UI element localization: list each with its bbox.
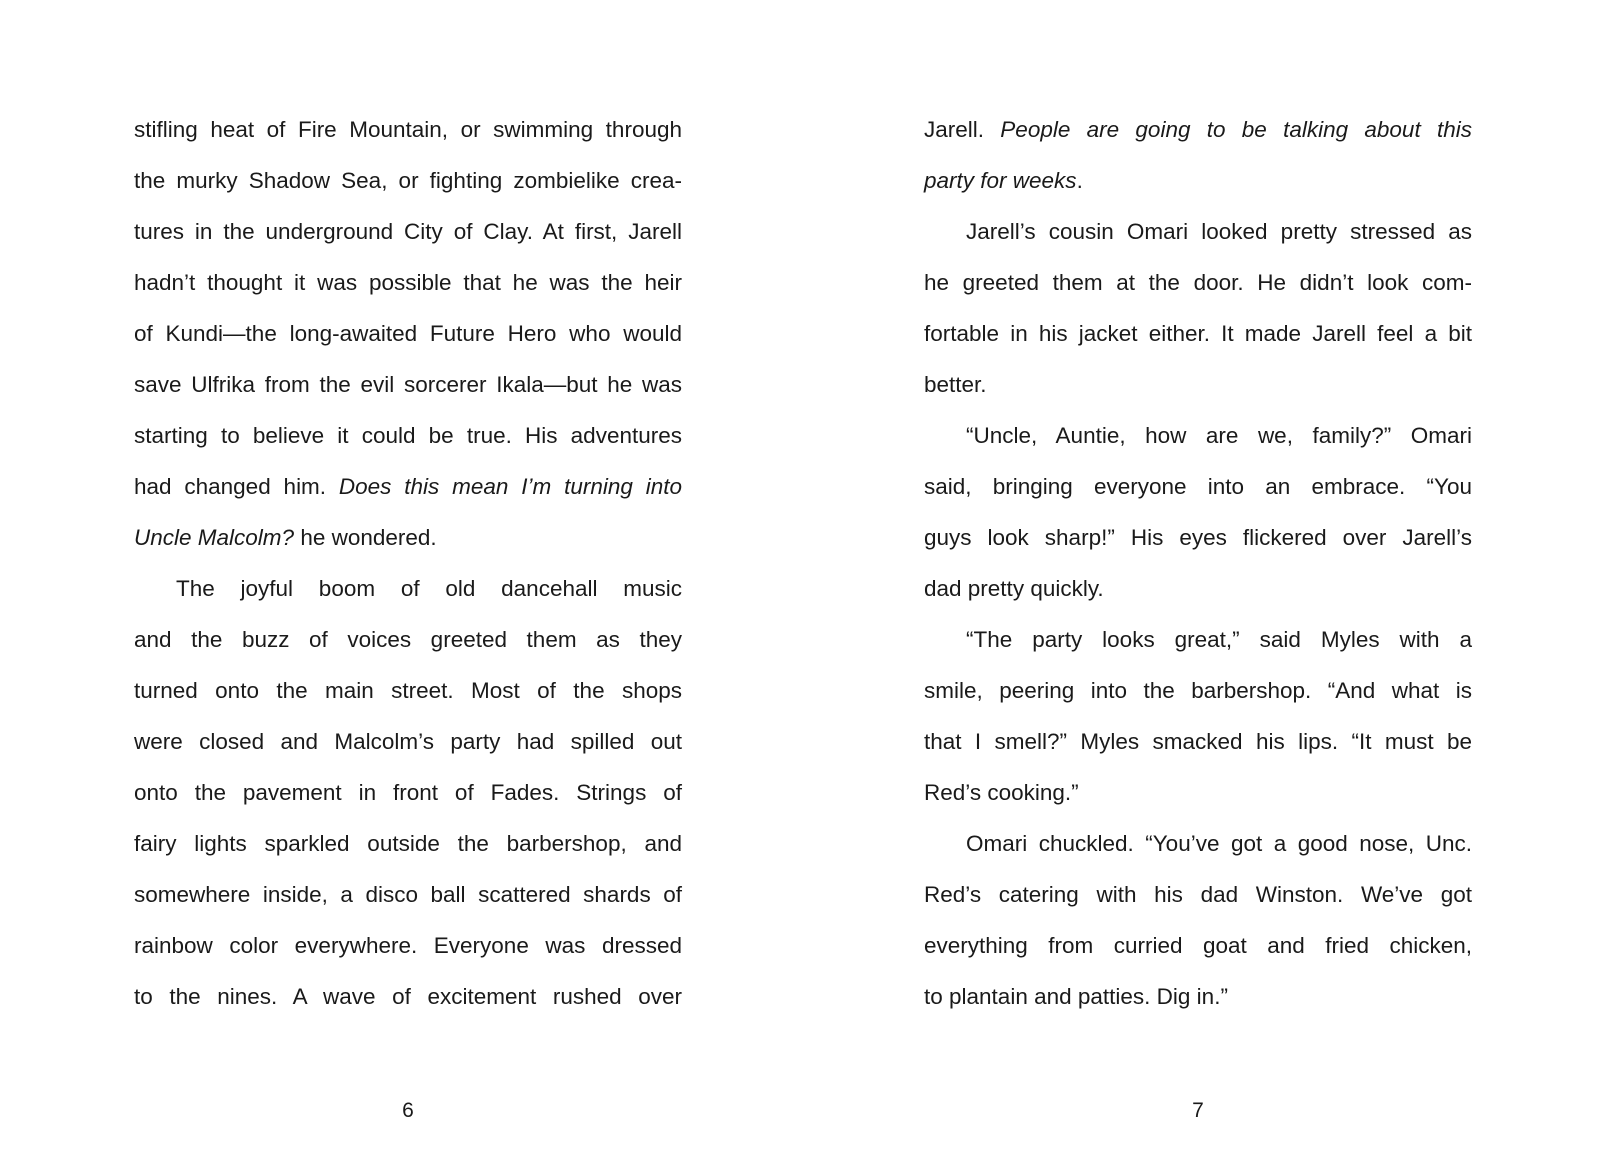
right-line-18: to plantain and patties. Dig in.” (924, 984, 1228, 1009)
right-line-9: guys look sharp!” His eyes flickered over Jarell’s (924, 525, 1472, 550)
left-line-1: stifling heat of Fire Mountain, or swimming through (134, 117, 682, 142)
right-line-14: Red’s cooking.” (924, 780, 1079, 805)
left-line-18: to the nines. A wave of excitement rushed over (134, 984, 682, 1009)
right-line-3: Jarell’s cousin Omari looked pretty stressed as (966, 219, 1472, 244)
left-line-6: save Ulfrika from the evil sorcerer Ikala—but he was (134, 372, 682, 397)
right-line-17: everything from curried goat and fried chicken, (924, 933, 1472, 958)
right-line-2: party for weeks. (924, 168, 1083, 193)
left-line-17: rainbow color everywhere. Everyone was dressed (134, 933, 682, 958)
right-line-5: fortable in his jacket either. It made Jarell feel a bit (924, 321, 1472, 346)
right-line-4: he greeted them at the door. He didn’t look com- (924, 270, 1472, 295)
left-line-8: had changed him. Does this mean I’m turning into (134, 474, 682, 499)
right-line-15: Omari chuckled. “You’ve got a good nose, Unc. (966, 831, 1472, 856)
right-line-10: dad pretty quickly. (924, 576, 1104, 601)
left-line-4: hadn’t thought it was possible that he was the heir (134, 270, 682, 295)
right-line-8: said, bringing everyone into an embrace. “You (924, 474, 1472, 499)
left-line-3: tures in the underground City of Clay. At first, Jarell (134, 219, 682, 244)
left-line-9: Uncle Malcolm? he wondered. (134, 525, 437, 550)
left-line-10: The joyful boom of old dancehall music (176, 576, 682, 601)
left-page-number: 6 (402, 1099, 414, 1122)
left-page-text (134, 104, 682, 1022)
left-line-13: were closed and Malcolm’s party had spilled out (134, 729, 682, 754)
left-line-15: fairy lights sparkled outside the barbershop, and (134, 831, 682, 856)
left-line-11: and the buzz of voices greeted them as they (134, 627, 682, 652)
right-page-text (924, 104, 1472, 1022)
right-line-1: Jarell. People are going to be talking about this (924, 117, 1472, 142)
left-line-14: onto the pavement in front of Fades. Strings of (134, 780, 682, 805)
left-line-2: the murky Shadow Sea, or fighting zombielike crea- (134, 168, 682, 193)
left-line-16: somewhere inside, a disco ball scattered shards of (134, 882, 682, 907)
right-line-13: that I smell?” Myles smacked his lips. “It must be (924, 729, 1472, 754)
right-line-16: Red’s catering with his dad Winston. We’ve got (924, 882, 1472, 907)
right-line-12: smile, peering into the barbershop. “And what is (924, 678, 1472, 703)
right-line-6: better. (924, 372, 987, 397)
left-line-5: of Kundi—the long-awaited Future Hero who would (134, 321, 682, 346)
right-line-11: “The party looks great,” said Myles with a (966, 627, 1472, 652)
left-line-12: turned onto the main street. Most of the shops (134, 678, 682, 703)
left-line-7: starting to believe it could be true. His adventures (134, 423, 682, 448)
right-line-7: “Uncle, Auntie, how are we, family?” Omari (966, 423, 1472, 448)
right-page-number: 7 (1192, 1099, 1204, 1122)
